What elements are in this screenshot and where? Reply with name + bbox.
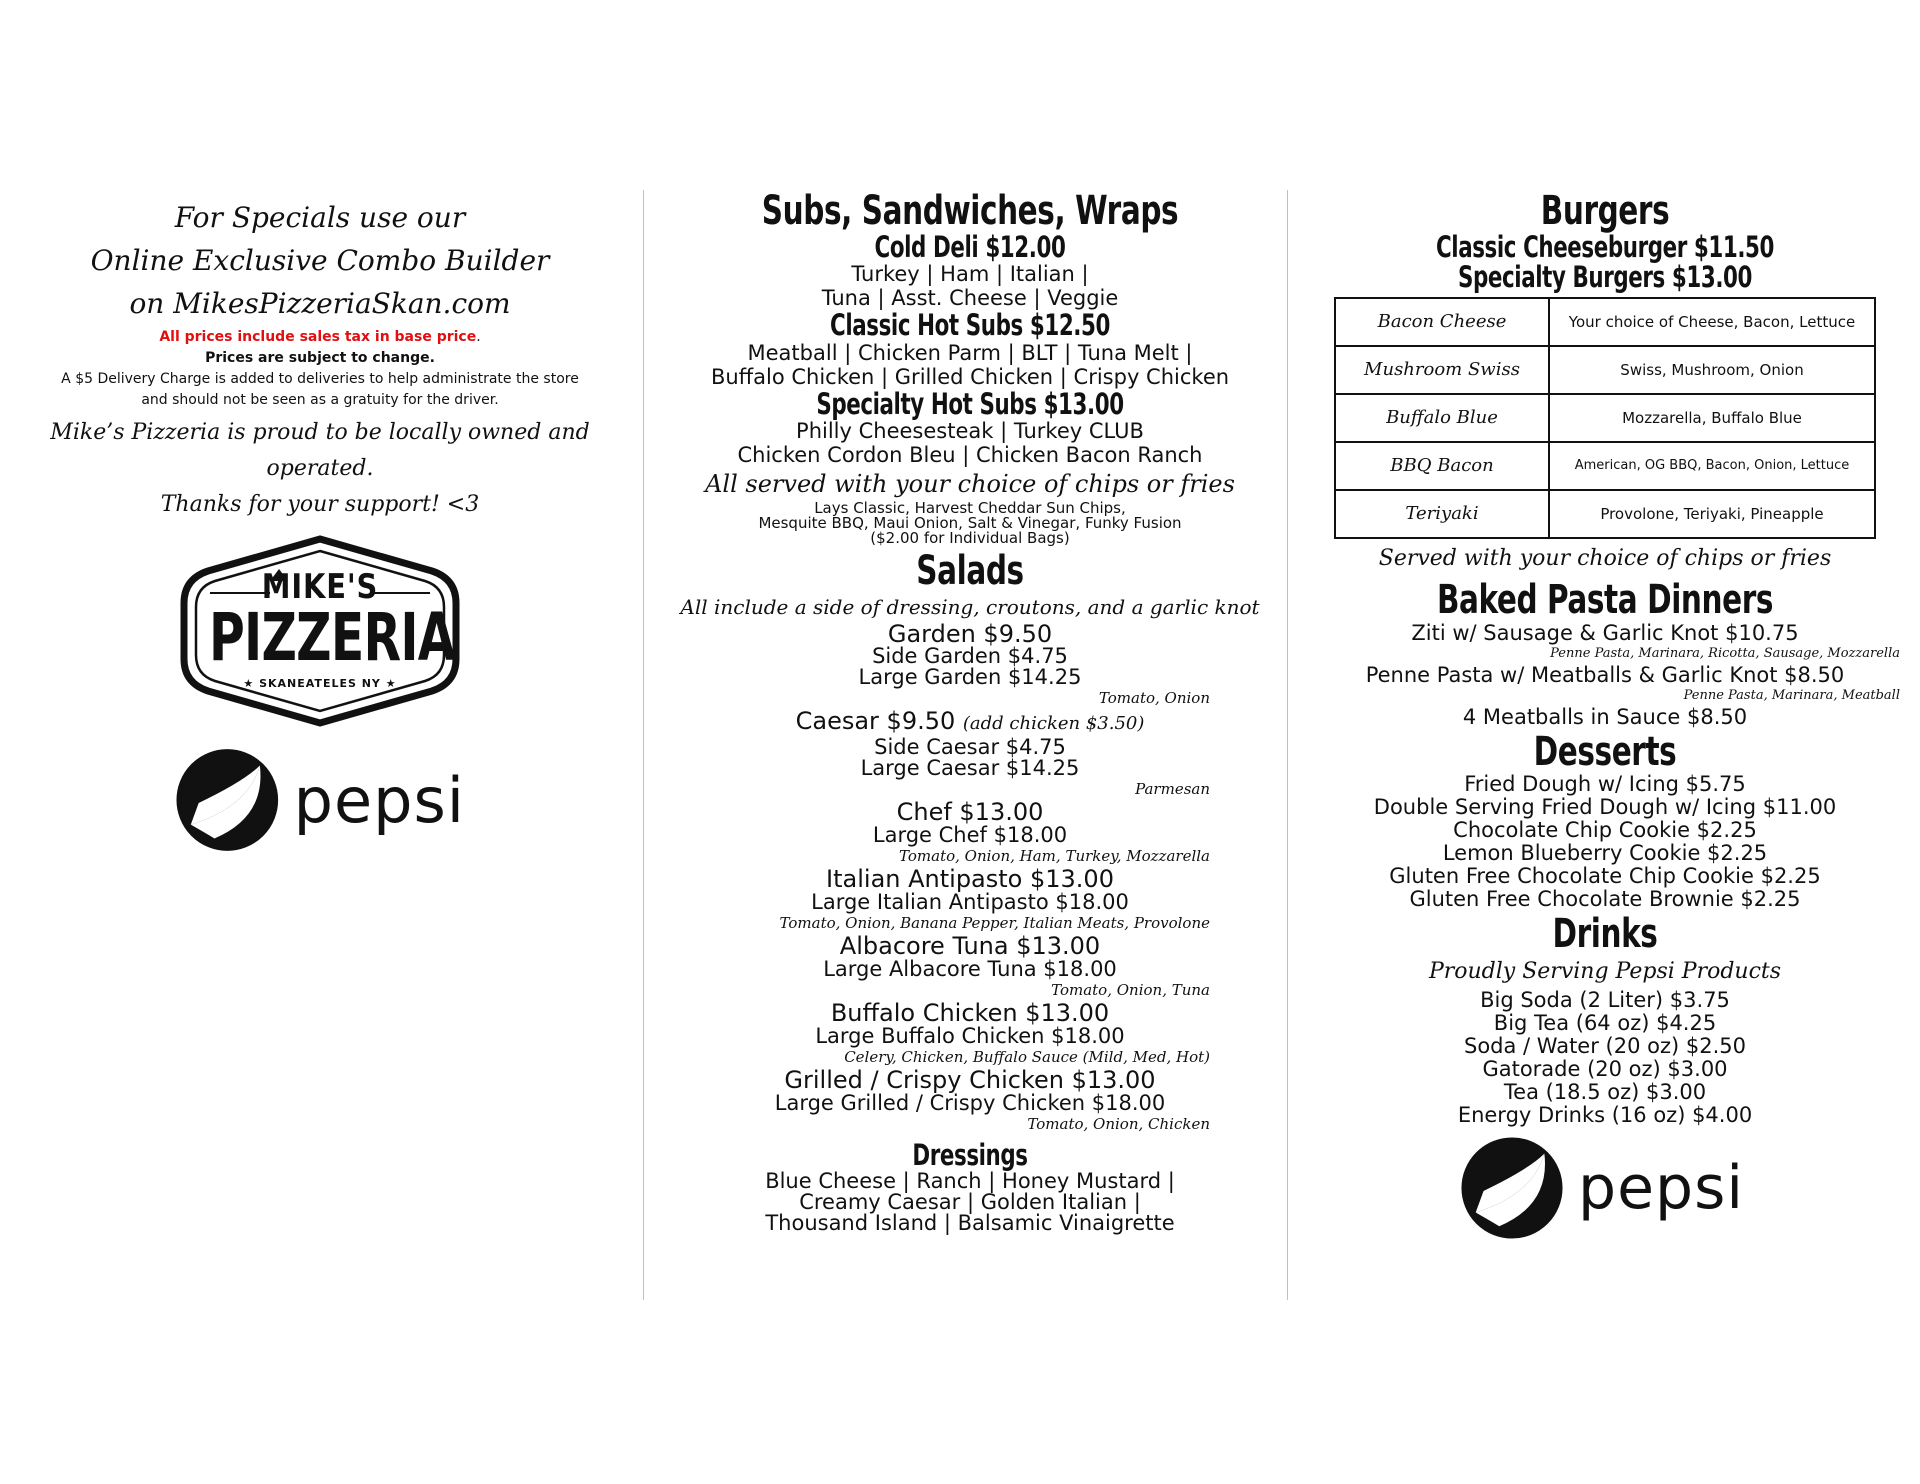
pepsi-globe-icon [175,747,280,853]
table-row [1335,442,1875,490]
burger-name: Bacon Cheese [1335,298,1549,346]
burger-name: Teriyaki [1335,490,1549,538]
column-divider-right [1287,190,1288,1300]
salad-item [730,866,1210,933]
right-column [1310,190,1900,1243]
salad-main: Italian Antipasto $13.00 [826,865,1114,894]
pepsi-logo-left [175,745,465,855]
drinks-title: Drinks [1552,910,1658,957]
table-row [1335,346,1875,394]
burger-desc: American, OG BBQ, Bacon, Onion, Lettuce [1549,442,1875,490]
local-owned-line: Mike’s Pizzeria is proud to be locally owned and operated. [50,420,590,481]
delivery-line-1: A $5 Delivery Charge is added to deliveries to help administrate the store [61,371,579,387]
salad-sub: Large Grilled / Crispy Chicken $18.00 [774,1091,1166,1116]
drinks-list [1310,989,1900,1127]
salad-item [730,622,1210,708]
table-row [1335,490,1875,538]
specialty-hot-line-1: Philly Cheesesteak | Turkey CLUB [796,419,1144,444]
salad-toppings: Tomato, Onion, Tuna [1051,981,1210,1000]
salad-sub: Side Caesar $4.75 [874,735,1066,760]
chips-line-3: ($2.00 for Individual Bags) [870,529,1070,548]
salad-list [730,622,1210,1134]
salad-main: Buffalo Chicken $13.00 [830,999,1110,1028]
thanks-line: Thanks for your support! <3 [160,492,480,517]
burger-name: Buffalo Blue [1335,394,1549,442]
salad-item [730,799,1210,866]
dressings-line-1: Blue Cheese | Ranch | Honey Mustard | [765,1168,1175,1193]
desserts-title: Desserts [1533,728,1677,775]
dressings-heading: Dressings [912,1138,1028,1173]
price-change-notice: Prices are subject to change. [205,350,435,366]
dressings-line-2: Creamy Caesar | Golden Italian | [799,1189,1141,1214]
classic-hot-heading: Classic Hot Subs $12.50 [830,308,1110,343]
dressings-line-3: Thousand Island | Balsamic Vinaigrette [765,1210,1175,1235]
salad-extra: (add chicken $3.50) [962,713,1145,735]
cold-deli-line-1: Turkey | Ham | Italian | [851,262,1089,287]
pepsi-wordmark: pepsi [1578,1152,1745,1223]
pasta-item-2: Penne Pasta w/ Meatballs & Garlic Knot $8.50 [1365,662,1845,687]
dessert-item: Double Serving Fried Dough w/ Icing $11.00 [1373,794,1837,819]
salad-main: Caesar $9.50 [795,707,956,736]
dessert-item: Chocolate Chip Cookie $2.25 [1453,817,1757,842]
salads-note: All include a side of dressing, croutons, and a garlic knot [680,595,1260,620]
pasta-item-2-note: Penne Pasta, Marinara, Meatball [1683,687,1900,703]
burger-desc: Your choice of Cheese, Bacon, Lettuce [1549,298,1875,346]
specialty-burgers-heading: Specialty Burgers $13.00 [1458,260,1752,295]
cold-deli-heading: Cold Deli $12.00 [874,230,1066,264]
specialty-hot-heading: Specialty Hot Subs $13.00 [816,386,1124,421]
classic-hot-line-1: Meatball | Chicken Parm | BLT | Tuna Melt | [747,340,1193,365]
classic-cheeseburger-heading: Classic Cheeseburger $11.50 [1435,230,1775,264]
salad-toppings: Tomato, Onion [1098,689,1210,708]
logo-main-text: PIZZERIA [209,599,455,676]
dessert-item: Fried Dough w/ Icing $5.75 [1464,771,1746,796]
salad-toppings: Tomato, Onion, Ham, Turkey, Mozzarella [899,847,1210,866]
specials-line-2: Online Exclusive Combo Builder [90,244,550,277]
pasta-item-1-note: Penne Pasta, Marinara, Ricotta, Sausage, Mozzarella [1550,645,1900,661]
drink-item: Big Tea (64 oz) $4.25 [1493,1010,1717,1035]
drinks-note: Proudly Serving Pepsi Products [1428,958,1782,984]
salad-sub: Large Garden $14.25 [858,665,1082,690]
salad-sub: Large Caesar $14.25 [860,756,1080,781]
salad-item [730,933,1210,1000]
salad-toppings: Tomato, Onion, Chicken [1027,1115,1210,1134]
salads-title: Salads [916,548,1024,595]
pasta-title: Baked Pasta Dinners [1436,576,1774,623]
tax-notice-period: . [476,329,481,345]
burger-desc: Provolone, Teriyaki, Pineapple [1549,490,1875,538]
specials-line-3[interactable]: on MikesPizzeriaSkan.com [129,287,511,320]
salad-sub: Large Italian Antipasto $18.00 [811,890,1129,915]
burgers-title: Burgers [1540,188,1670,234]
dessert-item: Gluten Free Chocolate Chip Cookie $2.25 [1389,863,1821,888]
pepsi-logo-right [1460,1133,1750,1243]
tax-notice: All prices include sales tax in base price [159,329,477,345]
left-column [30,190,610,855]
subs-title: Subs, Sandwiches, Wraps [761,188,1179,234]
burger-desc: Swiss, Mushroom, Onion [1549,346,1875,394]
pasta-item-3: 4 Meatballs in Sauce $8.50 [1462,704,1748,729]
logo-bottom-text: ★ SKANEATELES NY ★ [243,677,397,690]
desserts-list [1310,773,1900,911]
salad-item [730,708,1210,799]
classic-hot-line-2: Buffalo Chicken | Grilled Chicken | Crispy Chicken [710,364,1230,389]
mikes-pizzeria-logo [170,531,470,731]
burger-desc: Mozzarella, Buffalo Blue [1549,394,1875,442]
salad-sub: Side Garden $4.75 [872,644,1068,669]
pasta-item-1: Ziti w/ Sausage & Garlic Knot $10.75 [1411,620,1799,645]
table-row [1335,298,1875,346]
drink-item: Energy Drinks (16 oz) $4.00 [1457,1102,1753,1127]
drink-item: Tea (18.5 oz) $3.00 [1503,1079,1707,1104]
burger-table [1334,297,1876,539]
pepsi-wordmark: pepsi [293,763,465,837]
cold-deli-line-2: Tuna | Asst. Cheese | Veggie [821,286,1119,311]
drink-item: Big Soda (2 Liter) $3.75 [1480,987,1730,1012]
specialty-hot-line-2: Chicken Cordon Bleu | Chicken Bacon Ranch [737,443,1203,468]
salad-toppings: Parmesan [1135,780,1210,799]
burger-served-line: Served with your choice of chips or fries [1378,545,1832,571]
specials-line-1: For Specials use our [174,201,466,234]
dessert-item: Gluten Free Chocolate Brownie $2.25 [1409,886,1801,911]
burger-name: Mushroom Swiss [1335,346,1549,394]
served-with-line: All served with your choice of chips or fries [705,470,1235,499]
salad-sub: Large Buffalo Chicken $18.00 [815,1024,1125,1049]
delivery-line-2: and should not be seen as a gratuity for the driver. [141,392,499,408]
salad-sub: Large Albacore Tuna $18.00 [823,957,1117,982]
salad-main: Albacore Tuna $13.00 [839,932,1101,961]
chips-line-1: Lays Classic, Harvest Cheddar Sun Chips, [814,499,1126,518]
logo-top-text: MIKE'S [261,567,379,607]
chips-line-2: Mesquite BBQ, Maui Onion, Salt & Vinegar, Funky Fusion [758,514,1182,533]
salad-main: Garden $9.50 [887,620,1053,649]
burger-name: BBQ Bacon [1335,442,1549,490]
salad-main: Chef $13.00 [896,798,1044,827]
salad-item [730,1000,1210,1067]
drink-item: Gatorade (20 oz) $3.00 [1482,1056,1728,1081]
salad-toppings: Tomato, Onion, Banana Pepper, Italian Meats, Provolone [779,914,1210,933]
salad-main: Grilled / Crispy Chicken $13.00 [784,1066,1156,1095]
dessert-item: Lemon Blueberry Cookie $2.25 [1442,840,1768,865]
middle-column [660,190,1280,1234]
pepsi-globe-icon [1460,1136,1564,1240]
table-row [1335,394,1875,442]
salad-item [730,1067,1210,1134]
column-divider-left [643,190,644,1300]
drink-item: Soda / Water (20 oz) $2.50 [1463,1033,1746,1058]
salad-sub: Large Chef $18.00 [872,823,1068,848]
salad-toppings: Celery, Chicken, Buffalo Sauce (Mild, Med, Hot) [844,1048,1210,1067]
